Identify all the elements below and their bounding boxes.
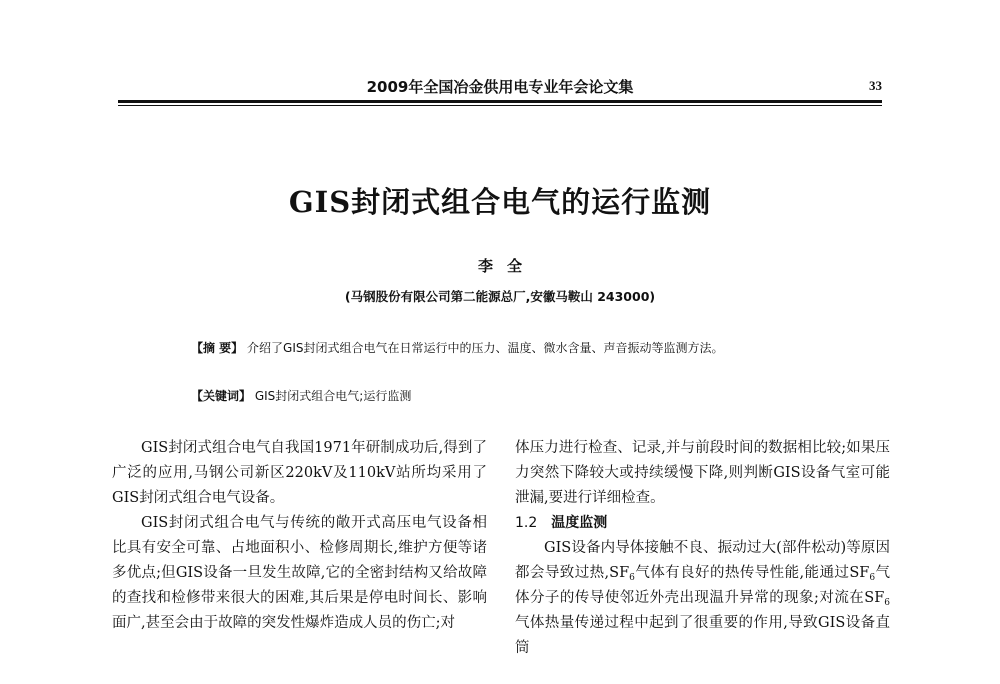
page-number: 33: [869, 78, 882, 93]
body-paragraph-continued: 体压力进行检查、记录,并与前段时间的数据相比较;如果压力突然下降较大或持续缓慢下降,则判断GIS设备气室可能泄漏,要进行详细检查。: [515, 440, 890, 506]
abstract-text: 介绍了GIS封闭式组合电气在日常运行中的压力、温度、微水含量、声音振动等监测方法。: [247, 341, 724, 355]
journal-title: 2009年全国冶金供用电专业年会论文集: [366, 78, 634, 96]
section-heading: [515, 511, 890, 536]
abstract-tag: 【摘 要】: [191, 341, 244, 355]
author-name: 李全: [477, 257, 536, 275]
keywords: [191, 387, 411, 404]
subscript: 6: [884, 598, 890, 608]
header-rule-thick: [118, 100, 882, 103]
right-column: [515, 436, 890, 661]
body-paragraph: GIS封闭式组合电气自我国1971年研制成功后,得到了广泛的应用,马钢公司新区220kV及110kV站所均采用了GIS封闭式组合电气设备。: [112, 440, 487, 506]
left-column: [112, 436, 487, 636]
section-title: 温度监测: [551, 515, 608, 531]
keywords-text: GIS封闭式组合电气;运行监测: [254, 389, 412, 403]
body-paragraph: [515, 536, 890, 661]
keywords-tag: 【关键词】: [191, 389, 252, 403]
header-rule-thin: [118, 105, 882, 106]
subscript: 6: [869, 573, 876, 583]
text-segment: 气体有良好的热传导性能,能通过SF: [634, 565, 870, 581]
text-segment: 气体分子的传导使邻近外壳出现温升异常的现象;对流在SF: [515, 565, 891, 606]
section-number: 1.2: [515, 515, 538, 531]
body-paragraph: GIS封闭式组合电气与传统的敞开式高压电气设备相比具有安全可靠、占地面积小、检修周期长,维护方便等诸多优点;但GIS设备一旦发生故障,它的全密封结构又给故障的查找和检修带来很大的困难,其后果是停电时间长、影响面广,甚至会由于故障的突发性爆炸造成人员的伤亡;对: [112, 515, 487, 631]
abstract: [160, 337, 844, 359]
text-segment: GIS设备内导体接触不良、振动过大(部件松动)等原因都会导致过热,SF: [515, 540, 890, 581]
running-header: [118, 76, 882, 98]
subscript: 6: [629, 573, 635, 583]
author-affiliation: (马钢股份有限公司第二能源总厂,安徽马鞍山 243000): [344, 289, 656, 304]
paper-title: GIS封闭式组合电气的运行监测: [288, 185, 712, 219]
text-segment: 气体热量传递过程中起到了很重要的作用,导致GIS设备直筒: [515, 615, 890, 656]
